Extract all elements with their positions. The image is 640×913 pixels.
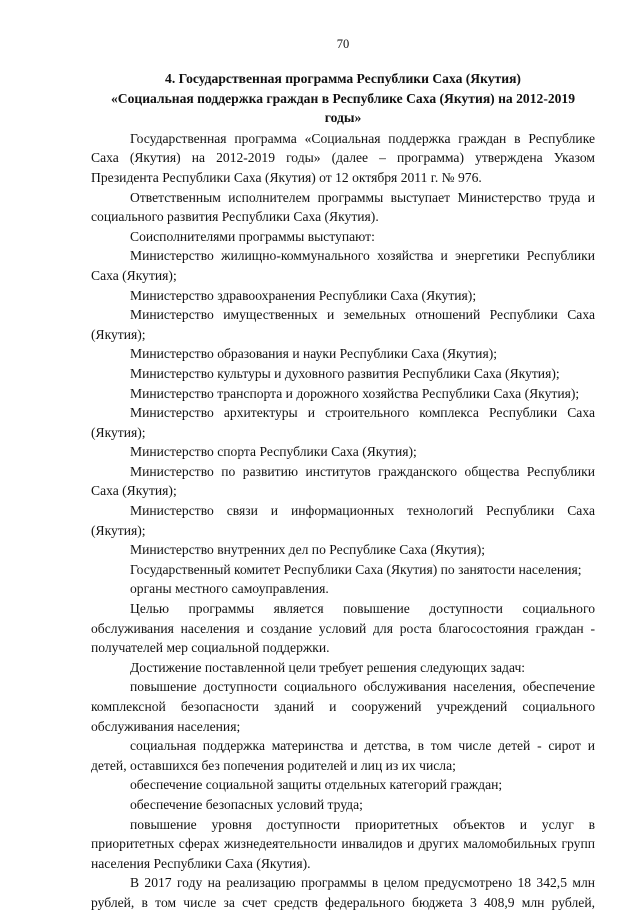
section-title-line-1: 4. Государственная программа Республики Саха (Якутия) <box>165 71 521 86</box>
list-item-ministry-education: Министерство образования и науки Республики Саха (Якутия); <box>130 346 497 362</box>
section-title-line-2: «Социальная поддержка граждан в Республике Саха (Якутия) на 2012-2019 <box>110 90 576 106</box>
list-item-local-government: органы местного самоуправления. <box>130 581 329 597</box>
task-item-safe-labor: обеспечение безопасных условий труда; <box>130 796 363 812</box>
list-item-ministry-health: Министерство здравоохранения Республики Саха (Якутия); <box>130 287 477 303</box>
paragraph-funding-2017: В 2017 году на реализацию программы в целом предусмотрено 18 342,5 млн рублей, в том числе за счет средств федерального бюджета 3 408,9 млн рублей, <box>91 875 595 910</box>
task-item-accessibility: повышение уровня доступности приоритетных объектов и услуг в приоритетных сферах жизнедеятельности инвалидов и других маломобильных групп населения Республики Саха (Якутия). <box>91 816 595 871</box>
list-item-ministry-transport: Министерство транспорта и дорожного хозяйства Республики Саха (Якутия); <box>130 385 580 401</box>
paragraph-tasks-heading: Достижение поставленной цели требует решения следующих задач: <box>130 659 526 675</box>
paragraph-program-approval: Государственная программа «Социальная поддержка граждан в Республике Саха (Якутия) на 2012-2019 годы» (далее – программа) утверждена Указом Президента Республики Саха (Якутия) от 12 октября 2011 г. № 976. <box>91 130 595 185</box>
paragraph-coexecutors-heading: Соисполнителями программы выступают: <box>130 228 375 244</box>
section-title-line-3: годы» <box>324 110 362 126</box>
document-body <box>91 129 595 913</box>
task-item-maternity-support: социальная поддержка материнства и детства, в том числе детей - сирот и детей, оставшихся без попечения родителей и лиц из их числа; <box>91 738 595 773</box>
page-number: 70 <box>336 37 350 51</box>
task-item-social-protection: обеспечение социальной защиты отдельных категорий граждан; <box>130 777 503 793</box>
paragraph-responsible-executor: Ответственным исполнителем программы выступает Министерство труда и социального развития Республики Саха (Якутия). <box>91 189 595 225</box>
list-item-ministry-internal-affairs: Министерство внутренних дел по Республике Саха (Якутия); <box>130 542 485 558</box>
list-item-employment-committee: Государственный комитет Республики Саха (Якутия) по занятости населения; <box>130 561 582 577</box>
list-item-ministry-housing: Министерство жилищно-коммунального хозяйства и энергетики Республики Саха (Якутия); <box>91 248 595 283</box>
paragraph-program-goal: Целью программы является повышение доступности социального обслуживания населения и создание условий для роста благосостояния граждан - получателей мер социальной поддержки. <box>91 601 595 656</box>
list-item-ministry-communications: Министерство связи и информационных технологий Республики Саха (Якутия); <box>91 503 595 538</box>
list-item-ministry-culture: Министерство культуры и духовного развития Республики Саха (Якутия); <box>130 365 560 381</box>
list-item-ministry-property: Министерство имущественных и земельных отношений Республики Саха (Якутия); <box>91 307 595 342</box>
list-item-ministry-sport: Министерство спорта Республики Саха (Якутия); <box>130 444 417 460</box>
task-item-social-services: повышение доступности социального обслуживания населения, обеспечение комплексной безопасности зданий и сооружений учреждений социального обслуживания населения; <box>91 679 595 734</box>
list-item-ministry-civil-society: Министерство по развитию институтов гражданского общества Республики Саха (Якутия); <box>91 463 595 499</box>
list-item-ministry-architecture: Министерство архитектуры и строительного комплекса Республики Саха (Якутия); <box>91 405 595 440</box>
